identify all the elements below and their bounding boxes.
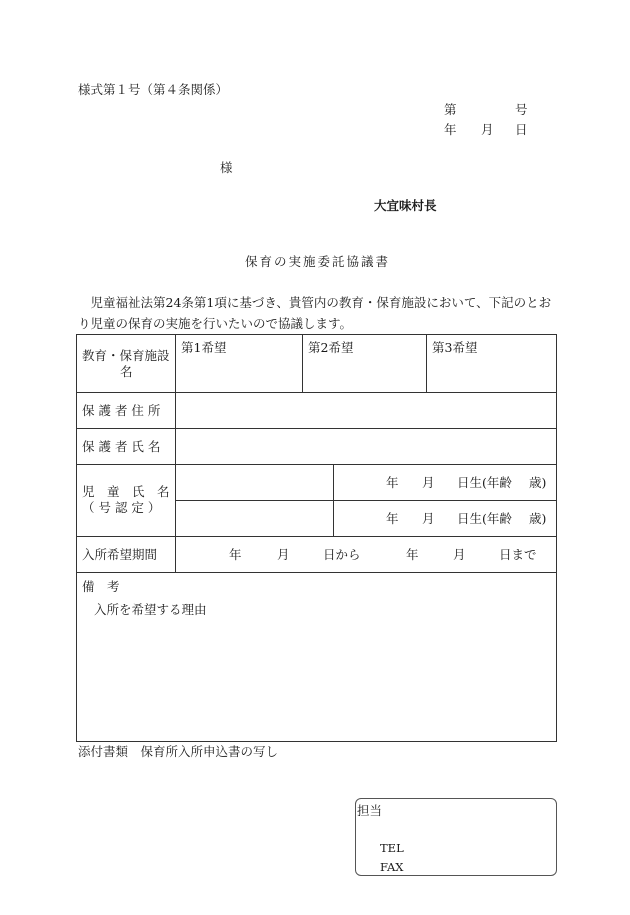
form-number: 様式第１号（第４条関係） bbox=[78, 82, 229, 97]
period-month: 月 bbox=[277, 547, 290, 562]
reason-label: 入所を希望する理由 bbox=[94, 602, 207, 617]
addressee-suffix: 様 bbox=[220, 160, 233, 175]
child-cert-label: （ 号 認 定 ） bbox=[82, 500, 161, 515]
sender-name: 大宜味村長 bbox=[374, 198, 437, 213]
period-month2: 月 bbox=[453, 547, 466, 562]
contact-tel: TEL bbox=[380, 841, 404, 855]
doc-no-prefix: 第 bbox=[444, 102, 457, 117]
date-day: 日 bbox=[515, 122, 528, 137]
birth-age-2: 歳) bbox=[529, 511, 547, 526]
date-month: 月 bbox=[481, 122, 494, 137]
birth-year-2: 年 bbox=[386, 511, 399, 526]
remarks-field[interactable] bbox=[82, 624, 550, 734]
doc-no-suffix: 号 bbox=[515, 102, 528, 117]
guardian-address-label: 保 護 者 住 所 bbox=[82, 403, 161, 418]
remarks-label: 備 考 bbox=[82, 579, 120, 594]
guardian-name-label: 保 護 者 氏 名 bbox=[82, 439, 161, 454]
birth-month-1: 月 bbox=[422, 475, 435, 490]
child-name-field-1[interactable] bbox=[180, 468, 330, 496]
attachment-note: 添付書類 保育所入所申込書の写し bbox=[78, 744, 279, 759]
intro-paragraph: 児童福祉法第24条第1項に基づき、貴管内の教育・保育施設において、下記のとおり児童の保育の実施を行いたいので協議します。 bbox=[78, 295, 552, 331]
choice2-field[interactable] bbox=[308, 362, 421, 386]
choice3-field[interactable] bbox=[432, 362, 551, 386]
child-name-field-2[interactable] bbox=[180, 504, 330, 532]
birth-day-2: 日生(年齢 bbox=[457, 511, 512, 526]
birth-day-1: 日生(年齢 bbox=[457, 475, 512, 490]
child-name-label: 児 童 氏 名 bbox=[82, 484, 170, 499]
guardian-name-field[interactable] bbox=[180, 432, 552, 460]
facility-label: 教育・保育施設 bbox=[82, 348, 170, 363]
period-year2: 年 bbox=[406, 547, 419, 562]
birth-month-2: 月 bbox=[422, 511, 435, 526]
period-label: 入所希望期間 bbox=[82, 547, 158, 562]
document-title: 保育の実施委託協議書 bbox=[245, 254, 391, 269]
period-from: 日から bbox=[323, 547, 361, 562]
facility-label-cont: 名 bbox=[120, 364, 133, 379]
choice3-label: 第3希望 bbox=[432, 340, 478, 355]
choice1-field[interactable] bbox=[181, 362, 297, 386]
choice2-label: 第2希望 bbox=[308, 340, 354, 355]
guardian-address-field[interactable] bbox=[180, 396, 552, 424]
period-year: 年 bbox=[229, 547, 242, 562]
contact-fax: FAX bbox=[380, 860, 404, 874]
birth-year-1: 年 bbox=[386, 475, 399, 490]
choice1-label: 第1希望 bbox=[181, 340, 227, 355]
date-year: 年 bbox=[444, 122, 457, 137]
period-to: 日まで bbox=[499, 547, 537, 562]
contact-label: 担当 bbox=[357, 803, 383, 818]
birth-age-1: 歳) bbox=[529, 475, 547, 490]
